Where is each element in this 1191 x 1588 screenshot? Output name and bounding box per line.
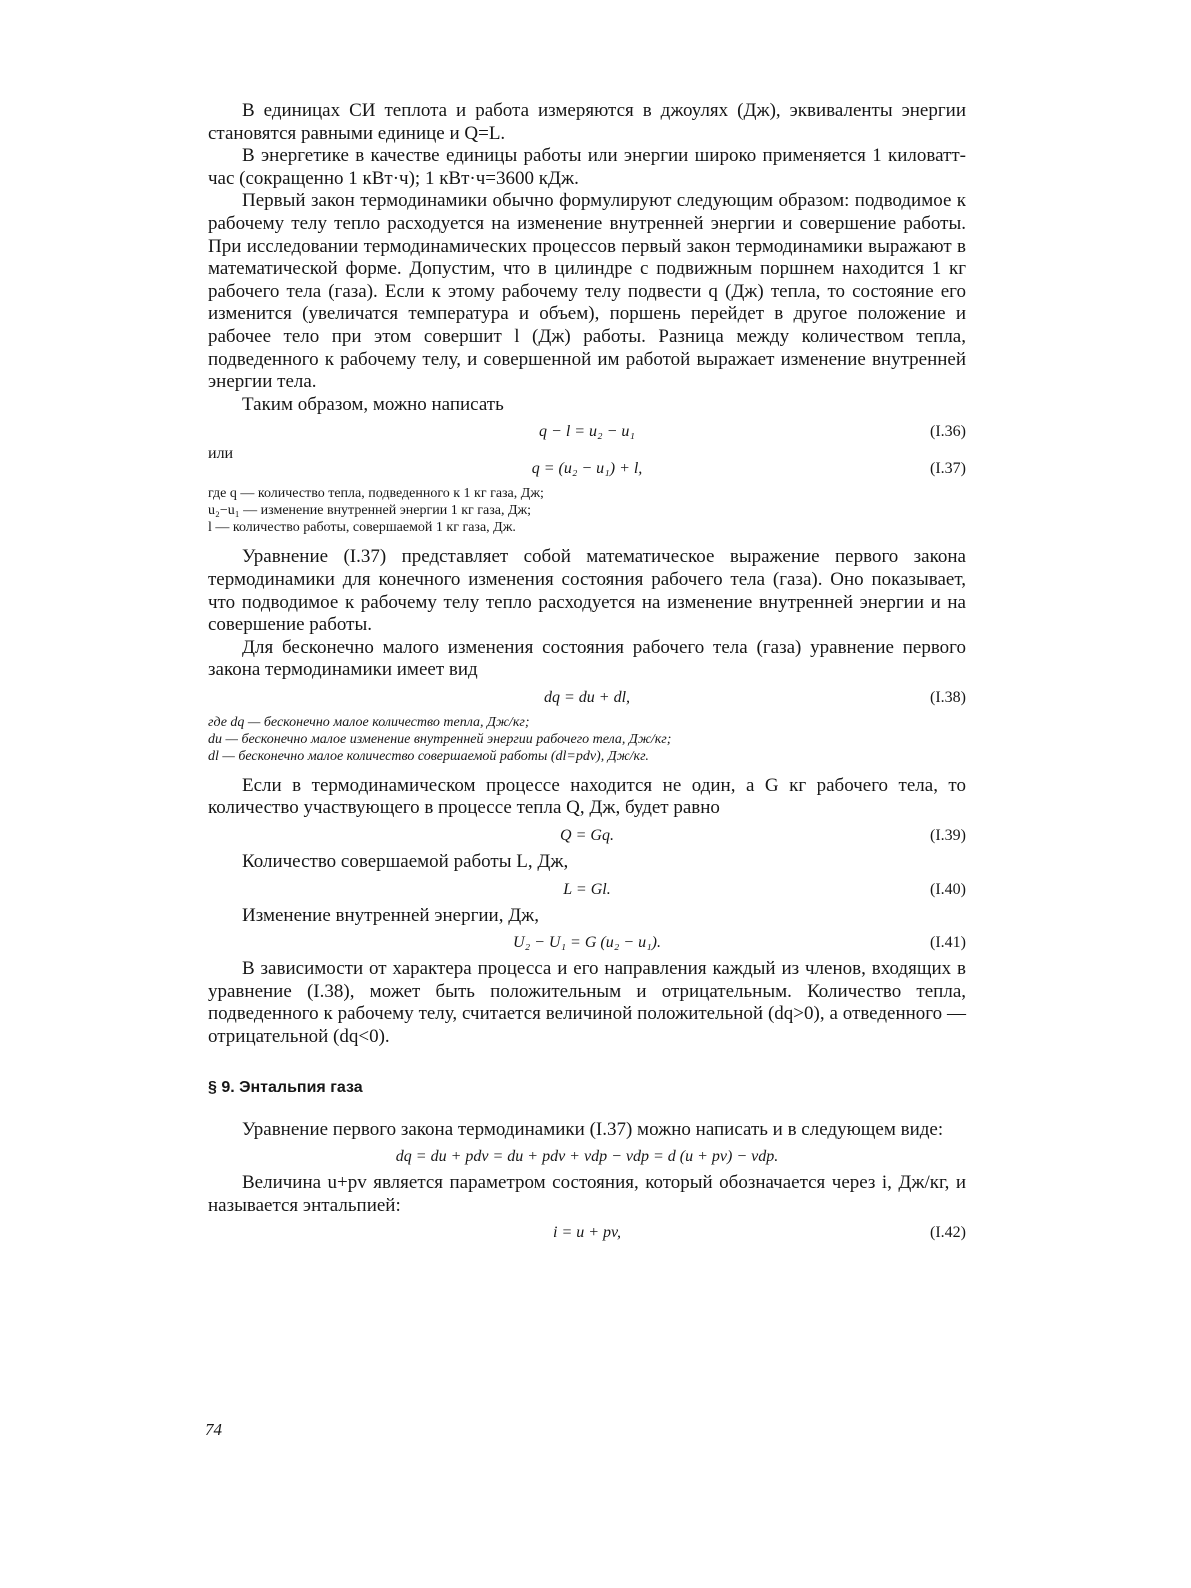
equation-number: (I.39)	[930, 827, 966, 845]
paragraph-si-units: В единицах СИ теплота и работа измеряются в джоулях (Дж), эквиваленты энергии становятся равными единице и Q=L.	[208, 100, 966, 144]
equation-unnumbered	[208, 1145, 966, 1169]
equation-formula: dq = du + dl,	[543, 688, 631, 706]
equation-formula: Q = Gq.	[560, 827, 614, 845]
equation-formula: U₂ − U₁ = G (u₂ − u₁).	[513, 934, 661, 952]
equation-1-42	[208, 1221, 966, 1245]
page-content	[208, 100, 966, 1248]
equation-number: (I.36)	[930, 423, 966, 441]
paragraph-work-amount: Количество совершаемой работы L, Дж,	[242, 851, 569, 873]
paragraph-infinitesimal: Для бесконечно малого изменения состояния рабочего тела (газа) уравнение первого закона термодинамики имеет вид	[208, 636, 966, 681]
notes-block-2	[208, 714, 966, 765]
equation-1-41	[208, 931, 966, 955]
equation-number: (I.40)	[930, 880, 966, 898]
note-line: l — количество работы, совершаемой 1 кг газа, Дж.	[208, 520, 516, 536]
equation-formula: q − l = u₂ − u₁	[539, 423, 635, 441]
equation-formula: q = (u₂ − u₁) + l,	[531, 460, 643, 478]
equation-number: (I.41)	[930, 934, 966, 952]
paragraph-enthalpy: Величина u+pv является параметром состояния, который обозначается через i, Дж/кг, и называется энтальпией:	[208, 1172, 966, 1216]
notes-block-1	[208, 485, 966, 536]
equation-formula: i = u + pv,	[553, 1224, 621, 1242]
note-line: где q — количество тепла, подведенного к 1 кг газа, Дж;	[208, 486, 544, 502]
section-heading: § 9. Энтальпия газа	[208, 1078, 363, 1096]
equation-number: (I.38)	[930, 688, 966, 706]
paragraph-first-law: Первый закон термодинамики обычно формулируют следующим образом: подводимое к рабочему телу тепло расходуется на изменение внутренней энергии и совершение работы. При исследовании термодинамических процессов первый закон термодинамики выражают в математической форме. Допустим, что в цилиндре с подвижным поршнем находится 1 кг рабочего тела (газа). Если к этому рабочему телу подвести q (Дж) тепла, то состояние его изменится (увеличатся температура и объем), поршень перейдет в другое положение и рабочее тело при этом совершит l (Дж) работы. Разница между количеством тепла, подведенного к рабочему телу, и совершенной им работой выражает изменение внутренней энергии тела.	[208, 190, 966, 393]
paragraph-thus: Таким образом, можно написать	[242, 393, 504, 415]
note-line: где dq — бесконечно малое количество тепла, Дж/кг;	[208, 714, 530, 730]
paragraph-g-kg: Если в термодинамическом процессе находится не один, а G кг рабочего тела, то количество участвующего в процессе тепла Q, Дж, будет равно	[208, 774, 966, 819]
equation-1-40	[208, 878, 966, 902]
equation-number: (I.42)	[930, 1224, 966, 1242]
equation-formula: dq = du + pdv = du + pdv + vdp − vdp = d (u + pv) − vdp.	[395, 1148, 779, 1166]
paragraph-sign-convention: В зависимости от характера процесса и его направления каждый из членов, входящих в уравнение (I.38), может быть положительным и отрицательным. Количество тепла, подведенного к рабочему телу, считается величиной положительной (dq>0), а отведенного — отрицательной (dq<0).	[208, 958, 966, 1048]
paragraph-kilowatt-hour: В энергетике в качестве единицы работы или энергии широко применяется 1 киловатт-час (сокращенно 1 кВт·ч); 1 кВт·ч=3600 кДж.	[208, 145, 966, 189]
note-line: u₂−u₁ — изменение внутренней энергии 1 кг газа, Дж;	[208, 503, 532, 519]
equation-1-39	[208, 824, 966, 848]
equation-1-36	[208, 420, 966, 444]
paragraph-internal-energy: Изменение внутренней энергии, Дж,	[242, 904, 540, 926]
note-line: dl — бесконечно малое количество совершаемой работы (dl=pdv), Дж/кг.	[208, 748, 649, 764]
equation-1-37	[208, 457, 966, 481]
page-number: 74	[205, 1420, 222, 1439]
equation-1-38	[208, 686, 966, 710]
note-line: du — бесконечно малое изменение внутренней энергии рабочего тела, Дж/кг;	[208, 731, 672, 747]
word-ili: или	[208, 445, 234, 463]
paragraph-alternative-form: Уравнение первого закона термодинамики (I.37) можно написать и в следующем виде:	[242, 1118, 944, 1140]
equation-number: (I.37)	[930, 460, 966, 478]
paragraph-equation-137: Уравнение (I.37) представляет собой математическое выражение первого закона термодинамики для конечного изменения состояния рабочего тела (газа). Оно показывает, что подводимое к рабочему телу тепло расходуется на изменение внутренней энергии и на совершение работы.	[208, 546, 966, 636]
equation-formula: L = Gl.	[563, 880, 611, 898]
